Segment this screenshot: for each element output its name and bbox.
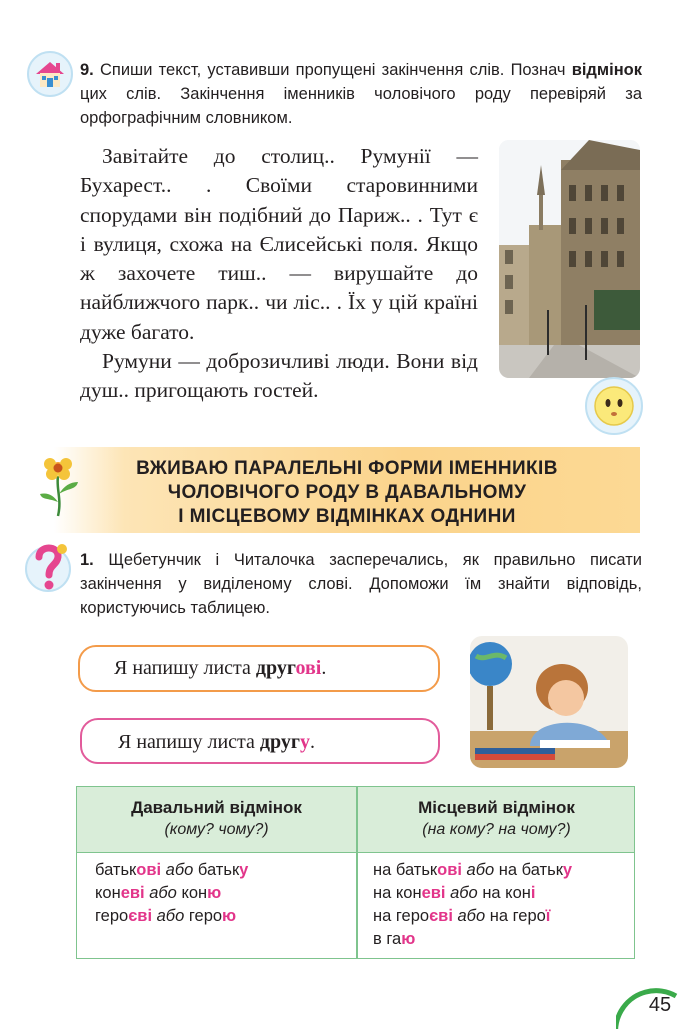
exercise-paragraph-1: Завітайте до столиц.. Румунії — Бухарест.. . Своїми старовинними спорудами він подібний до Париж.. . Тут є і вулиця, схожа на Єлисейські поля. Якщо ж захочете тиш.. — вирушайте до найближчого парк.. чи ліс.. . Їх у цій країні дуже багато. [80, 144, 478, 344]
locative-question: (на кому? на чому?) [422, 821, 571, 838]
stem: на батьк [373, 861, 438, 879]
ending: і [530, 884, 536, 902]
ending: ю [401, 930, 416, 948]
task-9-text-b: цих слів. Закінчення іменників чоловічого роду перевіряй за орфографічним словником. [80, 85, 642, 127]
ending: єві [128, 907, 153, 925]
section-heading [54, 457, 640, 529]
stem: кон [181, 884, 208, 902]
or-word: або [450, 884, 478, 902]
stem: на геро [489, 907, 546, 925]
task-9-text-a: Спиши текст, уставивши пропущені закінчення слів. Познач [99, 61, 572, 79]
task-1-text: Щебетунчик і Читалочка засперечались, як правильно писати закінчення у виділеному слові. Допоможи їм знайти відповідь, користуючись таблицею. [80, 551, 642, 617]
ending: єві [429, 907, 453, 925]
bubble-1-ending: ові [295, 657, 322, 679]
ending: ї [545, 907, 551, 925]
ending: еві [421, 884, 446, 902]
table-row [373, 905, 572, 928]
stem: кон [95, 884, 121, 902]
task-9-instructions [80, 58, 642, 130]
bubble-2-prefix: Я напишу листа [118, 731, 260, 753]
house-icon [26, 50, 74, 98]
section-heading-line-1: ВЖИВАЮ ПАРАЛЕЛЬНІ ФОРМИ ІМЕННИКІВ [136, 458, 558, 479]
bubble-1-stem: друг [255, 657, 296, 679]
speech-bubble-ovi [78, 645, 440, 692]
stem: на батьк [498, 861, 563, 879]
or-word: або [156, 907, 185, 925]
ending: ю [207, 884, 222, 902]
or-word: або [165, 861, 194, 879]
stem: геро [188, 907, 223, 925]
bucharest-street-photo [499, 140, 640, 378]
ending: ю [222, 907, 237, 925]
table-header-locative [357, 797, 636, 841]
stem: на кон [373, 884, 422, 902]
smiley-icon [584, 376, 644, 436]
dative-examples [95, 859, 248, 928]
locative-examples [373, 859, 572, 951]
ending: ові [136, 861, 162, 879]
case-endings-table [76, 786, 635, 959]
task-1-instructions [80, 548, 642, 620]
bubble-1-prefix: Я напишу листа [114, 657, 256, 679]
ending: у [239, 861, 249, 879]
exercise-text [80, 142, 478, 406]
table-row [373, 859, 572, 882]
task-9-number: 9. [80, 61, 94, 79]
table-header-dative [77, 797, 356, 841]
table-row [95, 859, 248, 882]
speech-bubble-u [80, 718, 440, 764]
question-mark-icon [24, 535, 72, 595]
table-row [373, 928, 572, 951]
dative-question: (кому? чому?) [164, 821, 269, 838]
locative-title: Місцевий відмінок [418, 798, 575, 817]
boy-writing-photo [470, 636, 628, 768]
ending: у [562, 861, 573, 879]
bubble-2-ending: у [299, 731, 310, 753]
stem: в га [373, 930, 402, 948]
stem: на кон [482, 884, 531, 902]
stem: на геро [373, 907, 430, 925]
table-row [373, 882, 572, 905]
or-word: або [149, 884, 177, 902]
page-number: 45 [648, 994, 672, 1016]
or-word: або [466, 861, 495, 879]
table-row [95, 882, 248, 905]
stem: батьк [95, 861, 137, 879]
section-heading-line-2: ЧОЛОВІЧОГО РОДУ В ДАВАЛЬНОМУ [167, 482, 527, 503]
dative-title: Давальний відмінок [131, 798, 302, 817]
ending: еві [120, 884, 145, 902]
exercise-paragraph-2: Румуни — доброзичливі люди. Вони від душ.. пригощають гостей. [80, 349, 478, 403]
ending: ові [437, 861, 462, 879]
section-heading-line-3: І МІСЦЕВОМУ ВІДМІНКАХ ОДНИНИ [178, 506, 516, 527]
bubble-2-suffix: . [309, 731, 315, 753]
task-1-number: 1. [80, 551, 94, 569]
stem: батьк [197, 861, 240, 879]
table-row [95, 905, 248, 928]
bubble-2-stem: друг [259, 731, 300, 753]
bubble-1-suffix: . [321, 657, 327, 679]
task-9-bold-word: відмінок [571, 61, 642, 79]
or-word: або [457, 907, 486, 925]
stem: геро [95, 907, 129, 925]
